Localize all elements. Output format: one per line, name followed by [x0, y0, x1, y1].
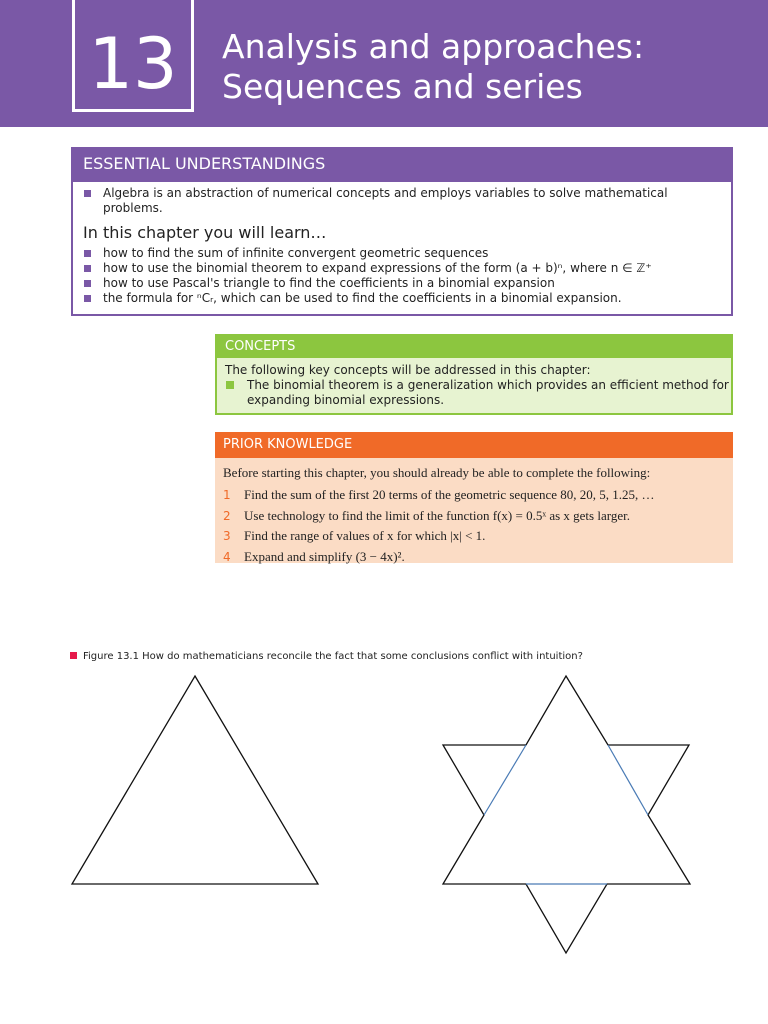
prior-knowledge-heading: PRIOR KNOWLEDGE	[215, 432, 733, 458]
chapter-number: 13	[72, 0, 194, 112]
concept-text: The binomial theorem is a generalization which provides an efficient method for expanding binomial expressions.	[247, 378, 729, 407]
essential-understandings-heading: ESSENTIAL UNDERSTANDINGS	[73, 149, 731, 182]
item-number: 3	[223, 529, 231, 543]
item-text: Expand and simplify (3 − 4x)².	[244, 548, 405, 564]
chapter-title-line2: Sequences and series	[222, 67, 583, 106]
chapter-title-line1: Analysis and approaches:	[222, 27, 645, 66]
item-number: 4	[223, 549, 231, 564]
inner-edge-line	[484, 745, 526, 815]
triangle-shape	[72, 676, 318, 884]
understanding-text: Algebra is an abstraction of numerical concepts and employs variables to solve mathematical problems.	[103, 186, 668, 215]
learn-heading: In this chapter you will learn…	[83, 223, 327, 242]
learn-item-text: how to find the sum of infinite convergent geometric sequences	[103, 246, 489, 260]
item-text: Find the sum of the first 20 terms of the geometric sequence 80, 20, 5, 1.25, …	[244, 487, 655, 502]
figure-caption-text: Figure 13.1 How do mathematicians reconcile the fact that some conclusions conflict with intuition?	[83, 651, 583, 662]
item-number: 1	[223, 488, 231, 502]
concepts-heading: CONCEPTS	[217, 336, 731, 358]
learn-item-text: the formula for ⁿCᵣ, which can be used to find the coefficients in a binomial expansion.	[103, 291, 622, 305]
item-text: Use technology to find the limit of the function f(x) = 0.5ˣ as x gets larger.	[244, 507, 630, 523]
learn-item-text: how to use the binomial theorem to expand expressions of the form (a + b)ⁿ, where n ∈ ℤ⁺	[103, 261, 652, 275]
concepts-intro: The following key concepts will be addressed in this chapter:	[225, 363, 591, 377]
prior-knowledge-intro: Before starting this chapter, you should already be able to complete the following:	[223, 465, 651, 480]
star-of-david-shape	[443, 676, 690, 953]
item-number: 2	[223, 508, 231, 523]
item-text: Find the range of values of x for which |x| < 1.	[244, 528, 486, 543]
inner-edge-line	[608, 745, 648, 815]
learn-item-text: how to use Pascal's triangle to find the coefficients in a binomial expansion	[103, 276, 555, 290]
